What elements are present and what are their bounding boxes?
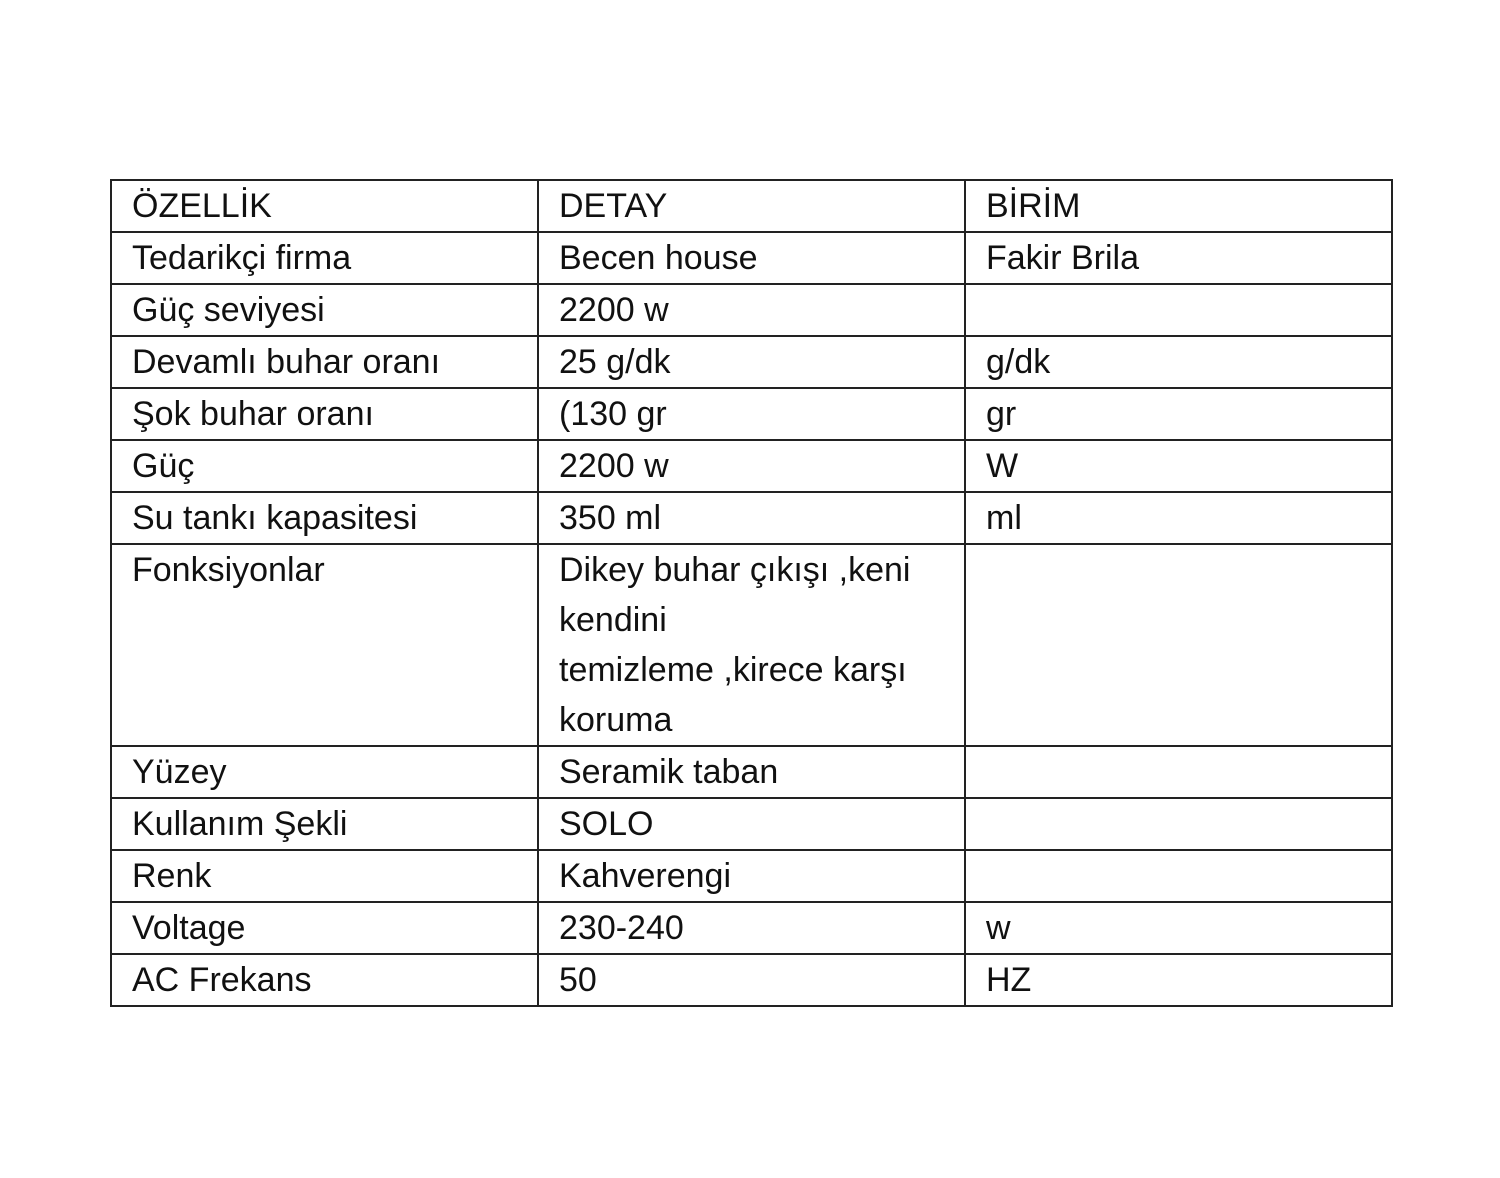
cell-detail: (130 gr <box>538 388 965 440</box>
table-row <box>111 440 1392 492</box>
table-row <box>111 798 1392 850</box>
cell-feature: Su tankı kapasitesi <box>111 492 538 544</box>
cell-unit <box>965 850 1392 902</box>
cell-feature: Güç <box>111 440 538 492</box>
table-row <box>111 232 1392 284</box>
table-row <box>111 284 1392 336</box>
cell-feature: Devamlı buhar oranı <box>111 336 538 388</box>
header-cell-feature: ÖZELLİK <box>111 180 538 232</box>
table-row <box>111 850 1392 902</box>
cell-detail: 2200 w <box>538 440 965 492</box>
cell-detail: 350 ml <box>538 492 965 544</box>
cell-detail: 2200 w <box>538 284 965 336</box>
table-row <box>111 746 1392 798</box>
cell-detail: 230-240 <box>538 902 965 954</box>
table-header-row <box>111 180 1392 232</box>
cell-feature: Güç seviyesi <box>111 284 538 336</box>
cell-feature: Tedarikçi firma <box>111 232 538 284</box>
cell-detail: Seramik taban <box>538 746 965 798</box>
cell-feature: AC Frekans <box>111 954 538 1006</box>
cell-feature: Şok buhar oranı <box>111 388 538 440</box>
cell-unit <box>965 284 1392 336</box>
cell-unit: HZ <box>965 954 1392 1006</box>
cell-detail: 25 g/dk <box>538 336 965 388</box>
cell-detail: SOLO <box>538 798 965 850</box>
cell-unit <box>965 544 1392 746</box>
cell-unit: g/dk <box>965 336 1392 388</box>
cell-feature: Renk <box>111 850 538 902</box>
cell-feature: Kullanım Şekli <box>111 798 538 850</box>
cell-unit: Fakir Brila <box>965 232 1392 284</box>
cell-unit: ml <box>965 492 1392 544</box>
cell-unit: gr <box>965 388 1392 440</box>
cell-unit: W <box>965 440 1392 492</box>
cell-detail: 50 <box>538 954 965 1006</box>
table-row <box>111 544 1392 746</box>
cell-feature: Fonksiyonlar <box>111 544 538 746</box>
table-row <box>111 902 1392 954</box>
cell-unit <box>965 798 1392 850</box>
cell-feature: Yüzey <box>111 746 538 798</box>
table-row <box>111 954 1392 1006</box>
cell-unit: w <box>965 902 1392 954</box>
table-row <box>111 492 1392 544</box>
cell-detail: Dikey buhar çıkışı ,keni kendini temizleme ,kirece karşı koruma <box>538 544 965 746</box>
cell-detail: Kahverengi <box>538 850 965 902</box>
header-cell-detail: DETAY <box>538 180 965 232</box>
table-row <box>111 336 1392 388</box>
cell-feature: Voltage <box>111 902 538 954</box>
spec-table <box>110 179 1393 1007</box>
table-row <box>111 388 1392 440</box>
cell-unit <box>965 746 1392 798</box>
header-cell-unit: BİRİM <box>965 180 1392 232</box>
cell-detail: Becen house <box>538 232 965 284</box>
